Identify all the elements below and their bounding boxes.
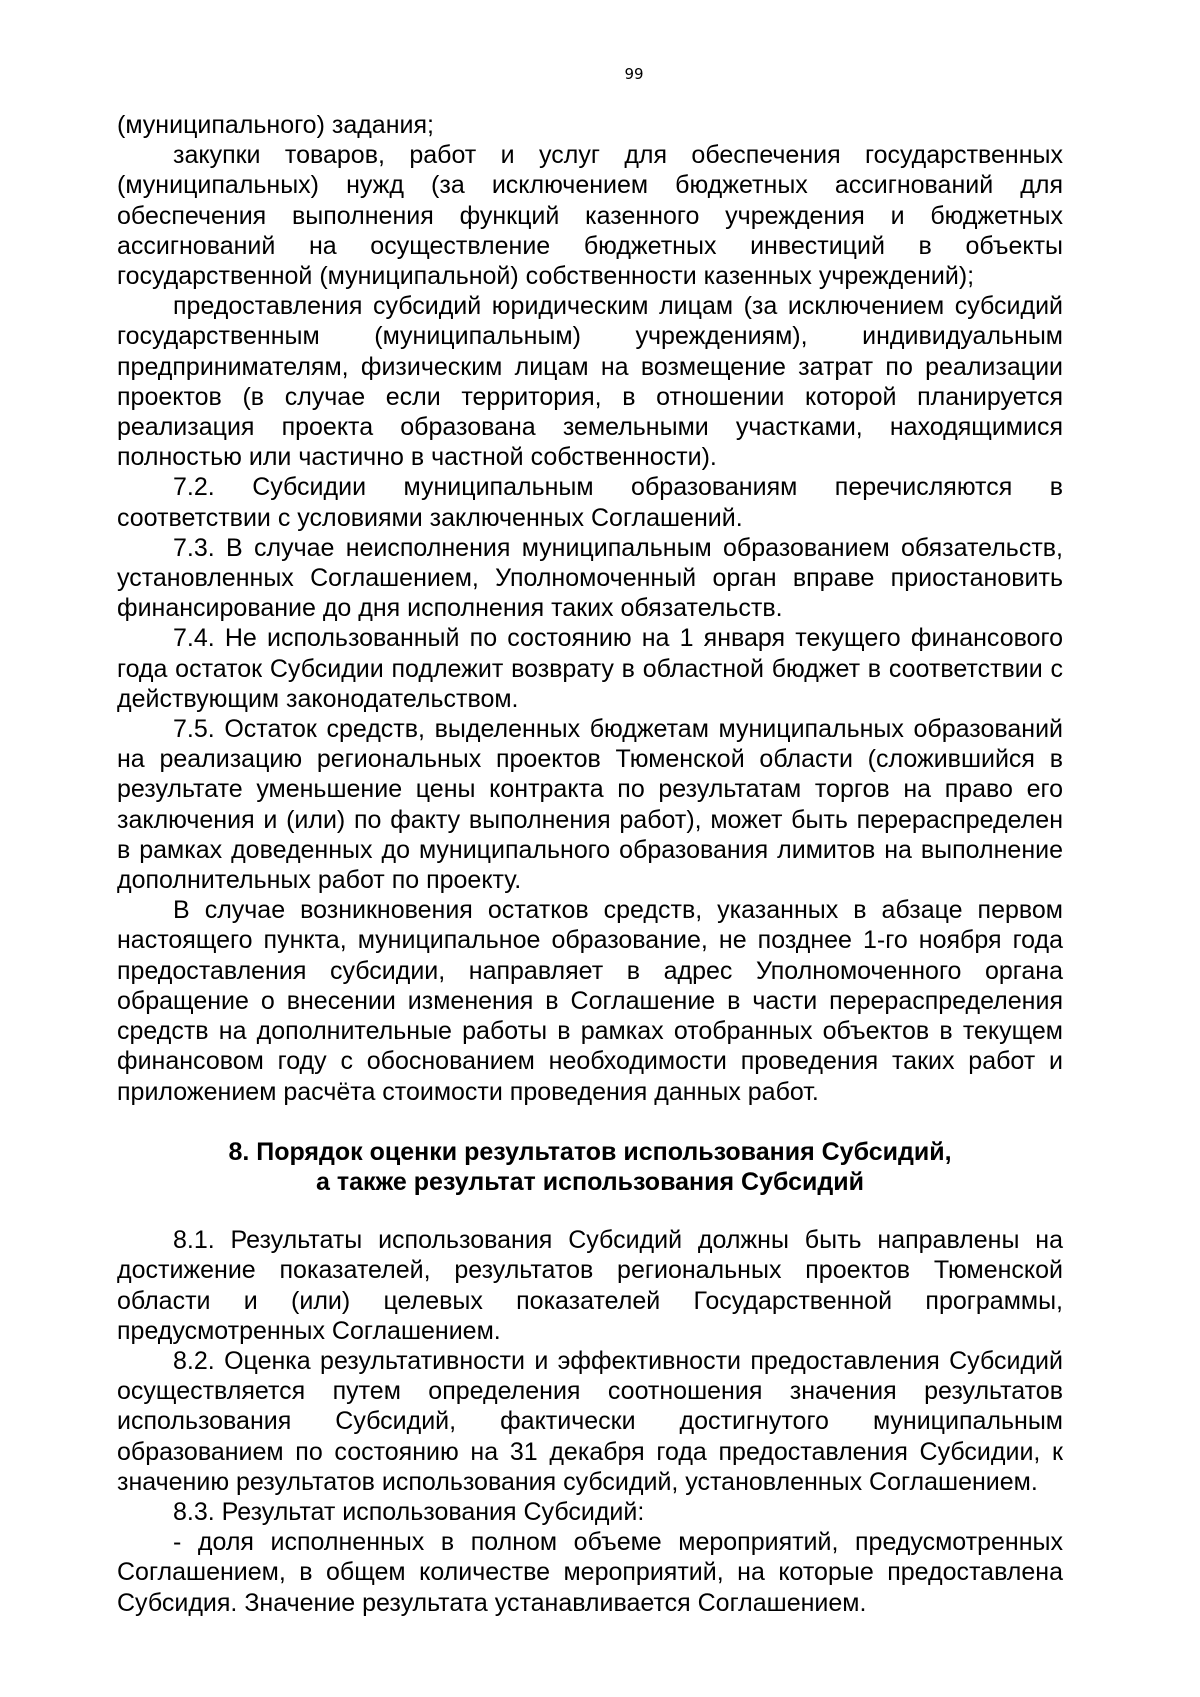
page-number: 99 — [624, 65, 644, 83]
paragraph-8-3: 8.3. Результат использования Субсидий: — [173, 1497, 645, 1526]
paragraph-7-5: 7.5. Остаток средств, выделенных бюджетам муниципальных образований на реализацию региональных проектов Тюменской области (сложившийся в результате уменьшение цены контракта по результатам торгов на право его заключения и (или) по факту выполнения работ), может быть перераспределен в рамках доведенных до муниципального образования лимитов на выполнение дополнительных работ по проекту. — [117, 715, 1063, 895]
paragraph-7-3: 7.3. В случае неисполнения муниципальным образованием обязательств, установленных Соглашением, Уполномоченный орган вправе приостановить финансирование до дня исполнения таких обязательств. — [117, 533, 1063, 623]
paragraph: В случае возникновения остатков средств, указанных в абзаце первом настоящего пункта, муниципальное образование, не позднее 1-го ноября года предоставления субсидии, направляет в адрес Уполномоченного органа обращение о внесении изменения в Соглашение в части перераспределения средств на дополнительные работы в рамках отобранных объектов в текущем финансовом году с обоснованием необходимости проведения таких работ и приложением расчёта стоимости проведения данных работ. — [117, 896, 1063, 1106]
section-heading-line: а также результат использования Субсидий — [316, 1167, 864, 1196]
paragraph-7-4: 7.4. Не использованный по состоянию на 1 января текущего финансового года остаток Субсидии подлежит возврату в областной бюджет в соответствии с действующим законодательством. — [117, 624, 1063, 713]
section-heading — [117, 1137, 1063, 1197]
document-body — [117, 110, 1063, 1618]
paragraph-8-2: 8.2. Оценка результативности и эффективности предоставления Субсидий осуществляется путем определения соотношения значения результатов использования Субсидий, фактически достигнутого муниципальным образованием по состоянию на 31 декабря года предоставления Субсидии, к значению результатов использования субсидий, установленных Соглашением. — [117, 1346, 1063, 1496]
paragraph-8-1: 8.1. Результаты использования Субсидий должны быть направлены на достижение показателей, результатов региональных проектов Тюменской области и (или) целевых показателей Государственной программы, предусмотренных Соглашением. — [117, 1226, 1063, 1345]
section-heading-line: 8. Порядок оценки результатов использования Субсидий, — [228, 1137, 952, 1166]
paragraph: предоставления субсидий юридическим лицам (за исключением субсидий государственным (муниципальным) учреждениям), индивидуальным предпринимателям, физическим лицам на возмещение затрат по реализации проектов (в случае если территория, в отношении которой планируется реализация проекта образована земельными участками, находящимися полностью или частично в частной собственности). — [117, 292, 1063, 472]
paragraph: (муниципального) задания; — [117, 111, 434, 139]
paragraph-list-item: - доля исполненных в полном объеме мероприятий, предусмотренных Соглашением, в общем количестве мероприятий, на которые предоставлена Субсидия. Значение результата устанавливается Соглашением. — [117, 1528, 1063, 1617]
paragraph: закупки товаров, работ и услуг для обеспечения государственных (муниципальных) нужд (за исключением бюджетных ассигнований для обеспечения выполнения функций казенного учреждения и бюджетных ассигнований на осуществление бюджетных инвестиций в объекты государственной (муниципальной) собственности казенных учреждений); — [117, 141, 1063, 291]
paragraph-7-2: 7.2. Субсидии муниципальным образованиям перечисляются в соответствии с условиями заключенных Соглашений. — [117, 473, 1063, 532]
